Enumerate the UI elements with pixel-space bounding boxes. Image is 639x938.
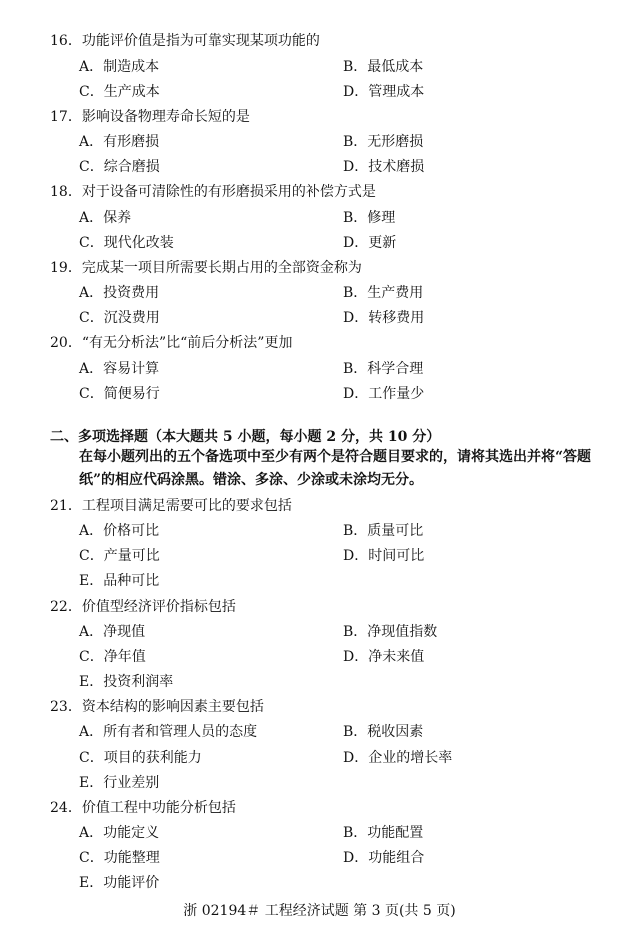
section-2-instruction: 在每小题列出的五个备选项中至少有两个是符合题目要求的，请将其选出并将“答题纸”的相应代码涂黑。错涂、多涂、少涂或未涂均无分。 xyxy=(79,449,592,488)
question-21-option-a: A．价格可比 xyxy=(79,523,160,539)
question-16-option-b: B．最低成本 xyxy=(343,59,424,75)
question-20-option-c: C．简便易行 xyxy=(79,386,160,402)
question-19-option-d: D．转移费用 xyxy=(343,310,425,326)
question-24-stem: 24．价值工程中功能分析包括 xyxy=(50,800,236,816)
question-23-option-c: C．项目的获利能力 xyxy=(79,750,202,766)
question-20-option-d: D．工作量少 xyxy=(343,386,425,402)
question-22-stem: 22．价值型经济评价指标包括 xyxy=(50,599,236,615)
question-16-option-c: C．生产成本 xyxy=(79,84,160,100)
question-17-option-c: C．综合磨损 xyxy=(79,159,160,175)
question-22-option-d: D．净未来值 xyxy=(343,649,425,665)
question-16-option-a: A．制造成本 xyxy=(79,59,160,75)
question-21-option-c: C．产量可比 xyxy=(79,548,160,564)
question-16-option-d: D．管理成本 xyxy=(343,84,425,100)
section-2-title: 二、多项选择题（本大题共 5 小题，每小题 2 分，共 10 分） xyxy=(50,429,441,445)
question-24-option-d: D．功能组合 xyxy=(343,850,425,866)
page-footer: 浙 02194＃ 工程经济试题 第 3 页(共 5 页) xyxy=(183,903,456,919)
question-24-option-e: E．功能评价 xyxy=(79,875,160,891)
question-20-option-b: B．科学合理 xyxy=(343,361,424,377)
question-19-option-c: C．沉没费用 xyxy=(79,310,160,326)
question-17-stem: 17．影响设备物理寿命长短的是 xyxy=(50,109,250,125)
question-22-option-c: C．净年值 xyxy=(79,649,146,665)
question-20-option-a: A．容易计算 xyxy=(79,361,160,377)
question-24-option-b: B．功能配置 xyxy=(343,825,424,841)
question-23-stem: 23．资本结构的影响因素主要包括 xyxy=(50,699,264,715)
question-21-stem: 21．工程项目满足需要可比的要求包括 xyxy=(50,498,292,514)
question-18-option-b: B．修理 xyxy=(343,210,396,226)
question-24-option-c: C．功能整理 xyxy=(79,850,160,866)
question-23-option-d: D．企业的增长率 xyxy=(343,750,453,766)
question-21-option-b: B．质量可比 xyxy=(343,523,424,539)
question-23-option-e: E．行业差别 xyxy=(79,775,160,791)
question-22-option-e: E．投资利润率 xyxy=(79,674,174,690)
question-22-option-b: B．净现值指数 xyxy=(343,624,438,640)
question-19-stem: 19．完成某一项目所需要长期占用的全部资金称为 xyxy=(50,260,362,276)
question-23-option-a: A．所有者和管理人员的态度 xyxy=(79,724,258,740)
question-18-option-d: D．更新 xyxy=(343,235,397,251)
question-19-option-b: B．生产费用 xyxy=(343,285,424,301)
question-23-option-b: B．税收因素 xyxy=(343,724,424,740)
question-21-option-d: D．时间可比 xyxy=(343,548,425,564)
question-19-option-a: A．投资费用 xyxy=(79,285,160,301)
question-17-option-a: A．有形磨损 xyxy=(79,134,160,150)
question-17-option-b: B．无形磨损 xyxy=(343,134,424,150)
question-17-option-d: D．技术磨损 xyxy=(343,159,425,175)
question-20-stem: 20．“有无分析法”比“前后分析法”更加 xyxy=(50,335,293,351)
question-21-option-e: E．品种可比 xyxy=(79,573,160,589)
question-18-option-a: A．保养 xyxy=(79,210,132,226)
question-16-stem: 16．功能评价值是指为可靠实现某项功能的 xyxy=(50,33,320,49)
question-18-stem: 18．对于设备可清除性的有形磨损采用的补偿方式是 xyxy=(50,184,376,200)
question-24-option-a: A．功能定义 xyxy=(79,825,160,841)
question-18-option-c: C．现代化改装 xyxy=(79,235,174,251)
question-22-option-a: A．净现值 xyxy=(79,624,146,640)
